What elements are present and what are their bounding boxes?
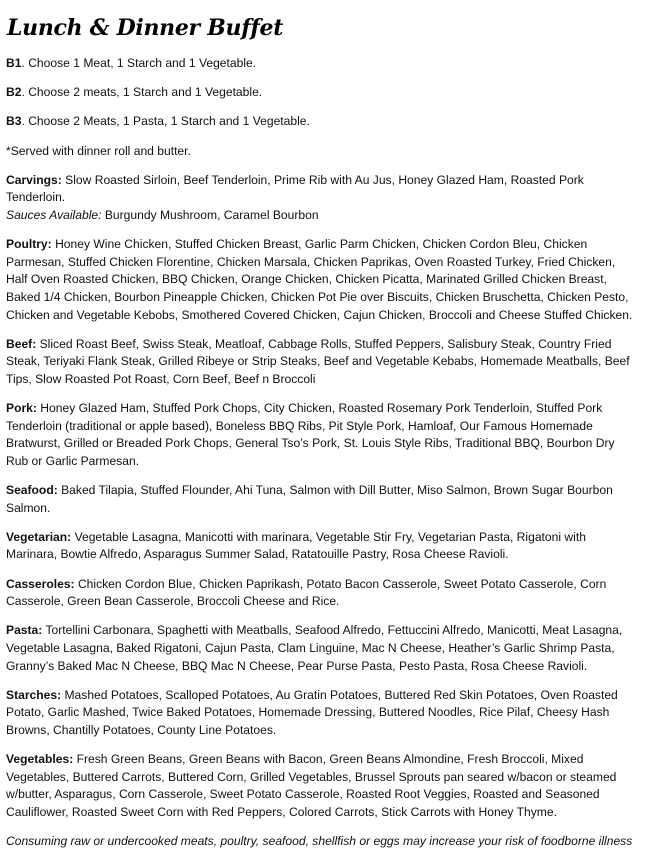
carvings-section xyxy=(6,172,634,225)
category-label: Pork: xyxy=(6,401,37,416)
page-title: Lunch & Dinner Buffet xyxy=(7,15,284,41)
option-code: B1 xyxy=(6,56,22,70)
category-label: Poultry: xyxy=(6,237,52,252)
category-items: Sliced Roast Beef, Swiss Steak, Meatloaf, Cabbage Rolls, Stuffed Peppers, Salisbury Steak, Country Fried Steak, Teriyaki Flank Steak, Grilled Ribeye or Strip Steaks, Beef and Vegetable Kebabs, Homemade Meatballs, Beef Tips, Slow Roasted Pot Roast, Corn Beef, Beef n Broccoli xyxy=(6,336,630,386)
option-code: B3 xyxy=(6,114,22,129)
sauces-items: Burgundy Mushroom, Caramel Bourbon xyxy=(101,207,319,222)
category-label: Casseroles: xyxy=(6,576,75,591)
pasta-section xyxy=(6,622,634,675)
category-items: Vegetable Lasagna, Manicotti with marinara, Vegetable Stir Fry, Vegetarian Pasta, Rigatoni with Marinara, Bowtie Alfredo, Asparagus Summer Salad, Ratatouille Pastry, Rosa Cheese Ravioli. xyxy=(6,529,586,562)
casseroles-section xyxy=(6,576,634,611)
option-text: . Choose 1 Meat, 1 Starch and 1 Vegetable. xyxy=(21,56,257,70)
option-text: . Choose 2 Meats, 1 Pasta, 1 Starch and 1 Vegetable. xyxy=(21,114,310,129)
category-items: Chicken Cordon Blue, Chicken Paprikash, Potato Bacon Casserole, Sweet Potato Casserole, Corn Casserole, Green Bean Casserole, Broccoli Cheese and Rice. xyxy=(6,576,607,609)
buffet-option-b3 xyxy=(6,113,634,131)
starches-section xyxy=(6,687,634,740)
vegetarian-section xyxy=(6,529,634,564)
category-label: Pasta: xyxy=(6,623,43,638)
seafood-section xyxy=(6,482,634,517)
category-label: Beef: xyxy=(6,336,37,351)
poultry-section xyxy=(6,236,634,324)
category-items: Baked Tilapia, Stuffed Flounder, Ahi Tuna, Salmon with Dill Butter, Miso Salmon, Brown Sugar Bourbon Salmon. xyxy=(6,483,613,515)
menu-page xyxy=(6,0,634,851)
vegetables-section xyxy=(6,751,634,821)
buffet-option-b2 xyxy=(6,84,634,102)
pork-section xyxy=(6,400,634,470)
carvings-label: Carvings: xyxy=(6,172,62,187)
foodborne-illness-disclaimer: Consuming raw or undercooked meats, poultry, seafood, shellfish or eggs may increase your risk of foodborne illness xyxy=(6,834,633,849)
category-items: Honey Wine Chicken, Stuffed Chicken Breast, Garlic Parm Chicken, Chicken Cordon Bleu, Chicken Parmesan, Stuffed Chicken Florentine, Chicken Marsala, Chicken Paprikas, Oven Roasted Turkey, Fried Chicken, Half Oven Roasted Chicken, BBQ Chicken, Orange Chicken, Chicken Picatta, Marinated Grilled Chicken Breast, Baked 1/4 Chicken, Bourbon Pineapple Chicken, Chicken Pot Pie over Biscuits, Chicken Bruschetta, Chicken Pesto, Chicken and Vegetable Kebobs, Smothered Covered Chicken, Cajun Chicken, Broccoli and Cheese Stuffed Chicken. xyxy=(6,237,633,322)
category-label: Starches: xyxy=(6,687,62,702)
buffet-option-b1 xyxy=(6,55,634,73)
served-note: *Served with dinner roll and butter. xyxy=(6,143,191,158)
option-code: B2 xyxy=(6,85,22,100)
option-text: . Choose 2 meats, 1 Starch and 1 Vegetable. xyxy=(21,85,263,100)
category-items: Honey Glazed Ham, Stuffed Pork Chops, City Chicken, Roasted Rosemary Pork Tenderloin, Stuffed Pork Tenderloin (traditional or apple based), Boneless BBQ Ribs, Pit Style Pork, Hamloaf, Our Famous Homemade Bratwurst, Grilled or Breaded Pork Chops, General Tso’s Pork, St. Louis Style Ribs, Traditional BBQ, Bourbon Dry Rub or Garlic Parmesan. xyxy=(6,401,615,468)
carvings-items: Slow Roasted Sirloin, Beef Tenderloin, Prime Rib with Au Jus, Honey Glazed Ham, Roasted Pork Tenderloin. xyxy=(6,172,584,205)
category-items: Fresh Green Beans, Green Beans with Bacon, Green Beans Almondine, Fresh Broccoli, Mixed Vegetables, Buttered Carrots, Buttered Corn, Grilled Vegetables, Brussel Sprouts pan seared w/bacon or steamed w/butter, Asparagus, Corn Casserole, Sweet Potato Casserole, Roasted Root Veggies, Roasted and Seasoned Cauliflower, Roasted Sweet Corn with Red Peppers, Colored Carrots, Stick Carrots with Honey Thyme. xyxy=(6,752,617,819)
sauces-label: Sauces Available: xyxy=(6,207,102,222)
category-label: Vegetarian: xyxy=(6,529,72,544)
beef-section xyxy=(6,336,634,389)
category-items: Mashed Potatoes, Scalloped Potatoes, Au Gratin Potatoes, Buttered Red Skin Potatoes, Oven Roasted Potato, Garlic Mashed, Twice Baked Potatoes, Homemade Dressing, Buttered Noodles, Rice Pilaf, Cheesy Hash Browns, Chantilly Potatoes, County Line Potatoes. xyxy=(6,687,618,737)
category-label: Vegetables: xyxy=(6,752,74,767)
category-items: Tortellini Carbonara, Spaghetti with Meatballs, Seafood Alfredo, Fettuccini Alfredo, Manicotti, Meat Lasagna, Vegetable Lasagna, Baked Rigatoni, Cajun Pasta, Clam Linguine, Mac N Cheese, Heather’s Garlic Shrimp Pasta, Granny’s Baked Mac N Cheese, BBQ Mac N Cheese, Pear Purse Pasta, Pesto Pasta, Rosa Cheese Ravioli. xyxy=(6,623,623,673)
category-label: Seafood: xyxy=(6,483,58,498)
